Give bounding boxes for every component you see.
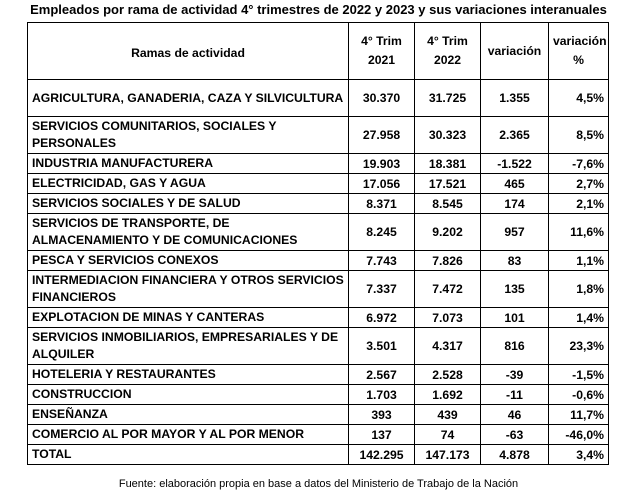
- table-row: [28, 405, 609, 425]
- header-trim-2021-year: 2021: [367, 53, 396, 67]
- row-var: 465: [481, 174, 549, 194]
- total-pct: 3,4%: [549, 445, 609, 465]
- row-name: SERVICIOS DE TRANSPORTE, DE ALMACENAMIENTO Y DE COMUNICACIONES: [28, 214, 349, 251]
- row-var: -11: [481, 385, 549, 405]
- table-row: [28, 251, 609, 271]
- row-v2021: 137: [349, 425, 415, 445]
- row-v2022: 74: [415, 425, 481, 445]
- header-trim-2022-label: 4° Trim: [427, 34, 468, 48]
- row-v2022: 30.323: [415, 117, 481, 154]
- row-v2021: 1.703: [349, 385, 415, 405]
- table-row: [28, 308, 609, 328]
- row-pct: 23,3%: [549, 328, 609, 365]
- row-pct: 2,7%: [549, 174, 609, 194]
- row-var: 135: [481, 271, 549, 308]
- row-var: 957: [481, 214, 549, 251]
- row-var: 83: [481, 251, 549, 271]
- row-pct: 1,1%: [549, 251, 609, 271]
- row-var: -63: [481, 425, 549, 445]
- row-name: AGRICULTURA, GANADERIA, CAZA Y SILVICULTURA: [28, 80, 349, 117]
- row-v2022: 439: [415, 405, 481, 425]
- header-trim-2021-label: 4° Trim: [361, 34, 402, 48]
- row-pct: -0,6%: [549, 385, 609, 405]
- row-pct: 8,5%: [549, 117, 609, 154]
- row-name: PESCA Y SERVICIOS CONEXOS: [28, 251, 349, 271]
- header-trim-2022: [415, 23, 481, 80]
- row-pct: 4,5%: [549, 80, 609, 117]
- row-pct: 11,7%: [549, 405, 609, 425]
- table-row: [28, 80, 609, 117]
- row-name: HOTELERIA Y RESTAURANTES: [28, 365, 349, 385]
- header-row: [28, 23, 609, 80]
- row-v2022: 1.692: [415, 385, 481, 405]
- row-var: 174: [481, 194, 549, 214]
- row-v2022: 17.521: [415, 174, 481, 194]
- table-row: [28, 425, 609, 445]
- row-var: -1.522: [481, 154, 549, 174]
- row-v2021: 8.371: [349, 194, 415, 214]
- table-row: [28, 385, 609, 405]
- row-name: SERVICIOS SOCIALES Y DE SALUD: [28, 194, 349, 214]
- row-name: SERVICIOS COMUNITARIOS, SOCIALES Y PERSONALES: [28, 117, 349, 154]
- row-pct: 1,8%: [549, 271, 609, 308]
- row-pct: -1,5%: [549, 365, 609, 385]
- row-var: 1.355: [481, 80, 549, 117]
- row-v2021: 27.958: [349, 117, 415, 154]
- row-pct: -46,0%: [549, 425, 609, 445]
- table-row: [28, 214, 609, 251]
- row-v2021: 393: [349, 405, 415, 425]
- row-v2022: 31.725: [415, 80, 481, 117]
- total-var: 4.878: [481, 445, 549, 465]
- row-v2021: 7.337: [349, 271, 415, 308]
- row-name: INTERMEDIACION FINANCIERA Y OTROS SERVICIOS FINANCIEROS: [28, 271, 349, 308]
- row-name: EXPLOTACION DE MINAS Y CANTERAS: [28, 308, 349, 328]
- row-pct: 1,4%: [549, 308, 609, 328]
- row-name: SERVICIOS INMOBILIARIOS, EMPRESARIALES Y DE ALQUILER: [28, 328, 349, 365]
- table-row: [28, 194, 609, 214]
- table-row: [28, 328, 609, 365]
- table-row: [28, 117, 609, 154]
- header-variacion-pct-label: variación: [553, 34, 607, 48]
- total-v2021: 142.295: [349, 445, 415, 465]
- header-trim-2022-year: 2022: [433, 53, 462, 67]
- row-v2021: 6.972: [349, 308, 415, 328]
- header-variacion: variación: [481, 23, 549, 80]
- total-row: [28, 445, 609, 465]
- row-v2021: 7.743: [349, 251, 415, 271]
- row-var: 816: [481, 328, 549, 365]
- row-v2022: 7.826: [415, 251, 481, 271]
- row-v2022: 7.073: [415, 308, 481, 328]
- row-name: ENSEÑANZA: [28, 405, 349, 425]
- employment-table: [27, 22, 609, 465]
- header-variacion-pct: [549, 23, 609, 80]
- row-v2021: 3.501: [349, 328, 415, 365]
- header-rama: Ramas de actividad: [28, 23, 349, 80]
- table-row: [28, 365, 609, 385]
- row-v2022: 7.472: [415, 271, 481, 308]
- row-name: ELECTRICIDAD, GAS Y AGUA: [28, 174, 349, 194]
- row-var: 46: [481, 405, 549, 425]
- table-row: [28, 154, 609, 174]
- row-v2021: 19.903: [349, 154, 415, 174]
- row-v2022: 18.381: [415, 154, 481, 174]
- row-var: 101: [481, 308, 549, 328]
- header-variacion-pct-unit: %: [573, 53, 584, 67]
- table-title: Empleados por rama de actividad 4° trimestres de 2022 y 2023 y sus variaciones interanuales: [30, 2, 607, 17]
- row-v2021: 30.370: [349, 80, 415, 117]
- row-v2021: 2.567: [349, 365, 415, 385]
- source-note: Fuente: elaboración propia en base a datos del Ministerio de Trabajo de la Nación: [118, 478, 519, 490]
- row-name: CONSTRUCCION: [28, 385, 349, 405]
- total-label: TOTAL: [28, 445, 349, 465]
- row-var: -39: [481, 365, 549, 385]
- row-pct: 2,1%: [549, 194, 609, 214]
- row-v2021: 17.056: [349, 174, 415, 194]
- row-v2022: 8.545: [415, 194, 481, 214]
- row-v2021: 8.245: [349, 214, 415, 251]
- row-pct: 11,6%: [549, 214, 609, 251]
- row-pct: -7,6%: [549, 154, 609, 174]
- row-v2022: 2.528: [415, 365, 481, 385]
- total-v2022: 147.173: [415, 445, 481, 465]
- row-var: 2.365: [481, 117, 549, 154]
- row-v2022: 9.202: [415, 214, 481, 251]
- header-trim-2021: [349, 23, 415, 80]
- table-row: [28, 271, 609, 308]
- table-row: [28, 174, 609, 194]
- row-v2022: 4.317: [415, 328, 481, 365]
- row-name: INDUSTRIA MANUFACTURERA: [28, 154, 349, 174]
- row-name: COMERCIO AL POR MAYOR Y AL POR MENOR: [28, 425, 349, 445]
